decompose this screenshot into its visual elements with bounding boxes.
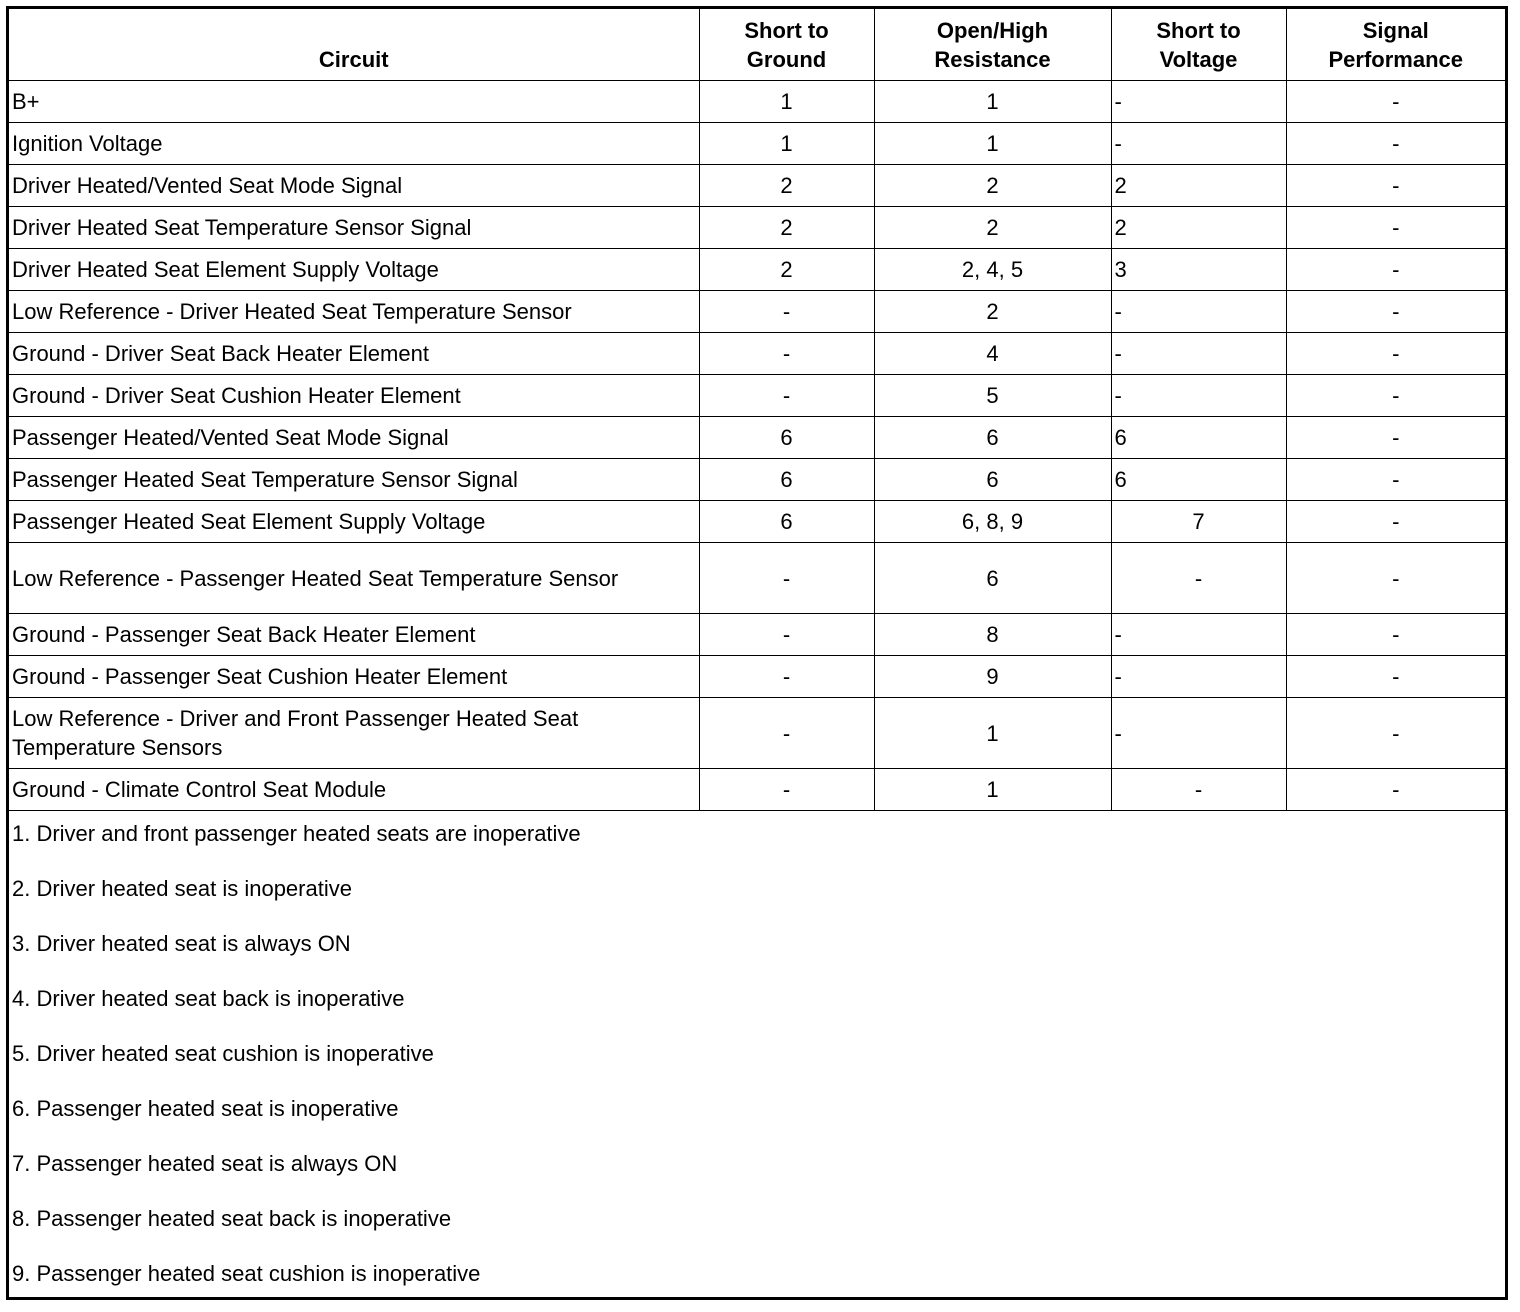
cell-circuit: Driver Heated Seat Element Supply Voltage — [9, 249, 699, 291]
cell-short-to-voltage: - — [1111, 333, 1286, 375]
cell-circuit: Low Reference - Driver and Front Passenger Heated Seat Temperature Sensors — [9, 698, 699, 769]
cell-short-to-ground: 6 — [699, 459, 874, 501]
cell-short-to-voltage: 7 — [1111, 501, 1286, 543]
cell-short-to-voltage: 6 — [1111, 459, 1286, 501]
cell-short-to-ground: - — [699, 769, 874, 811]
cell-signal-performance: - — [1286, 459, 1505, 501]
header-row — [9, 9, 1505, 81]
table-row — [9, 81, 1505, 123]
notes-cell — [9, 811, 1505, 1312]
cell-open-high-resistance: 1 — [874, 698, 1111, 769]
cell-signal-performance: - — [1286, 207, 1505, 249]
cell-signal-performance: - — [1286, 769, 1505, 811]
cell-circuit: Passenger Heated/Vented Seat Mode Signal — [9, 417, 699, 459]
table-row — [9, 375, 1505, 417]
cell-open-high-resistance: 2 — [874, 165, 1111, 207]
cell-open-high-resistance: 2 — [874, 207, 1111, 249]
cell-short-to-ground: 2 — [699, 249, 874, 291]
cell-short-to-voltage: - — [1111, 123, 1286, 165]
cell-circuit: Driver Heated Seat Temperature Sensor Signal — [9, 207, 699, 249]
cell-circuit: Driver Heated/Vented Seat Mode Signal — [9, 165, 699, 207]
note-item: 7. Passenger heated seat is always ON — [12, 1147, 1501, 1202]
header-signal-performance: Signal Performance — [1286, 9, 1505, 81]
note-item: 8. Passenger heated seat back is inoperative — [12, 1202, 1501, 1257]
cell-circuit: Passenger Heated Seat Temperature Sensor Signal — [9, 459, 699, 501]
table-row — [9, 333, 1505, 375]
cell-short-to-voltage: - — [1111, 769, 1286, 811]
cell-short-to-ground: - — [699, 698, 874, 769]
cell-open-high-resistance: 9 — [874, 656, 1111, 698]
cell-short-to-ground: 6 — [699, 417, 874, 459]
header-short-to-voltage: Short to Voltage — [1111, 9, 1286, 81]
header-circuit: Circuit — [9, 9, 699, 81]
table-row — [9, 698, 1505, 769]
cell-circuit: Low Reference - Passenger Heated Seat Temperature Sensor — [9, 543, 699, 614]
cell-short-to-voltage: 2 — [1111, 165, 1286, 207]
table-body — [9, 81, 1505, 811]
cell-short-to-ground: 1 — [699, 81, 874, 123]
cell-circuit: Passenger Heated Seat Element Supply Voltage — [9, 501, 699, 543]
cell-open-high-resistance: 1 — [874, 81, 1111, 123]
cell-circuit: Low Reference - Driver Heated Seat Temperature Sensor — [9, 291, 699, 333]
cell-open-high-resistance: 6 — [874, 543, 1111, 614]
cell-signal-performance: - — [1286, 165, 1505, 207]
cell-open-high-resistance: 4 — [874, 333, 1111, 375]
note-item: 9. Passenger heated seat cushion is inoperative — [12, 1257, 1501, 1312]
cell-circuit: Ground - Passenger Seat Cushion Heater Element — [9, 656, 699, 698]
cell-open-high-resistance: 6, 8, 9 — [874, 501, 1111, 543]
table-row — [9, 459, 1505, 501]
header-short-to-ground: Short to Ground — [699, 9, 874, 81]
cell-signal-performance: - — [1286, 501, 1505, 543]
cell-open-high-resistance: 6 — [874, 459, 1111, 501]
table-row — [9, 501, 1505, 543]
table-row — [9, 207, 1505, 249]
cell-short-to-voltage: - — [1111, 614, 1286, 656]
cell-open-high-resistance: 2, 4, 5 — [874, 249, 1111, 291]
cell-short-to-ground: - — [699, 333, 874, 375]
cell-circuit: Ignition Voltage — [9, 123, 699, 165]
cell-short-to-ground: - — [699, 291, 874, 333]
notes-row — [9, 811, 1505, 1312]
cell-circuit: Ground - Climate Control Seat Module — [9, 769, 699, 811]
table-row — [9, 769, 1505, 811]
cell-short-to-voltage: 3 — [1111, 249, 1286, 291]
table-row — [9, 543, 1505, 614]
cell-open-high-resistance: 8 — [874, 614, 1111, 656]
cell-short-to-ground: - — [699, 543, 874, 614]
note-item: 3. Driver heated seat is always ON — [12, 927, 1501, 982]
cell-short-to-voltage: - — [1111, 291, 1286, 333]
cell-short-to-ground: 6 — [699, 501, 874, 543]
cell-signal-performance: - — [1286, 614, 1505, 656]
cell-signal-performance: - — [1286, 249, 1505, 291]
note-item: 4. Driver heated seat back is inoperative — [12, 982, 1501, 1037]
cell-short-to-voltage: 2 — [1111, 207, 1286, 249]
note-item: 1. Driver and front passenger heated seats are inoperative — [12, 817, 1501, 872]
cell-signal-performance: - — [1286, 375, 1505, 417]
cell-open-high-resistance: 6 — [874, 417, 1111, 459]
cell-circuit: Ground - Driver Seat Back Heater Element — [9, 333, 699, 375]
note-item: 2. Driver heated seat is inoperative — [12, 872, 1501, 927]
cell-signal-performance: - — [1286, 543, 1505, 614]
cell-open-high-resistance: 1 — [874, 769, 1111, 811]
cell-open-high-resistance: 5 — [874, 375, 1111, 417]
table-row — [9, 123, 1505, 165]
cell-signal-performance: - — [1286, 123, 1505, 165]
notes-list — [12, 817, 1501, 1312]
table-row — [9, 417, 1505, 459]
cell-short-to-ground: - — [699, 614, 874, 656]
cell-short-to-voltage: - — [1111, 698, 1286, 769]
cell-short-to-voltage: - — [1111, 656, 1286, 698]
cell-short-to-ground: - — [699, 375, 874, 417]
cell-short-to-ground: 2 — [699, 207, 874, 249]
cell-signal-performance: - — [1286, 656, 1505, 698]
table-row — [9, 656, 1505, 698]
cell-short-to-voltage: 6 — [1111, 417, 1286, 459]
cell-short-to-voltage: - — [1111, 543, 1286, 614]
cell-short-to-voltage: - — [1111, 81, 1286, 123]
cell-short-to-ground: 1 — [699, 123, 874, 165]
table-row — [9, 614, 1505, 656]
cell-open-high-resistance: 1 — [874, 123, 1111, 165]
cell-circuit: Ground - Driver Seat Cushion Heater Element — [9, 375, 699, 417]
cell-circuit: Ground - Passenger Seat Back Heater Element — [9, 614, 699, 656]
note-item: 6. Passenger heated seat is inoperative — [12, 1092, 1501, 1147]
cell-signal-performance: - — [1286, 417, 1505, 459]
cell-open-high-resistance: 2 — [874, 291, 1111, 333]
header-open-high-resistance: Open/High Resistance — [874, 9, 1111, 81]
note-item: 5. Driver heated seat cushion is inoperative — [12, 1037, 1501, 1092]
table-row — [9, 291, 1505, 333]
cell-circuit: B+ — [9, 81, 699, 123]
table-row — [9, 249, 1505, 291]
table-row — [9, 165, 1505, 207]
cell-short-to-voltage: - — [1111, 375, 1286, 417]
cell-short-to-ground: 2 — [699, 165, 874, 207]
circuit-fault-table — [9, 9, 1505, 1312]
diagnostic-table-frame — [6, 6, 1508, 1300]
cell-signal-performance: - — [1286, 291, 1505, 333]
cell-signal-performance: - — [1286, 698, 1505, 769]
cell-signal-performance: - — [1286, 333, 1505, 375]
cell-signal-performance: - — [1286, 81, 1505, 123]
cell-short-to-ground: - — [699, 656, 874, 698]
